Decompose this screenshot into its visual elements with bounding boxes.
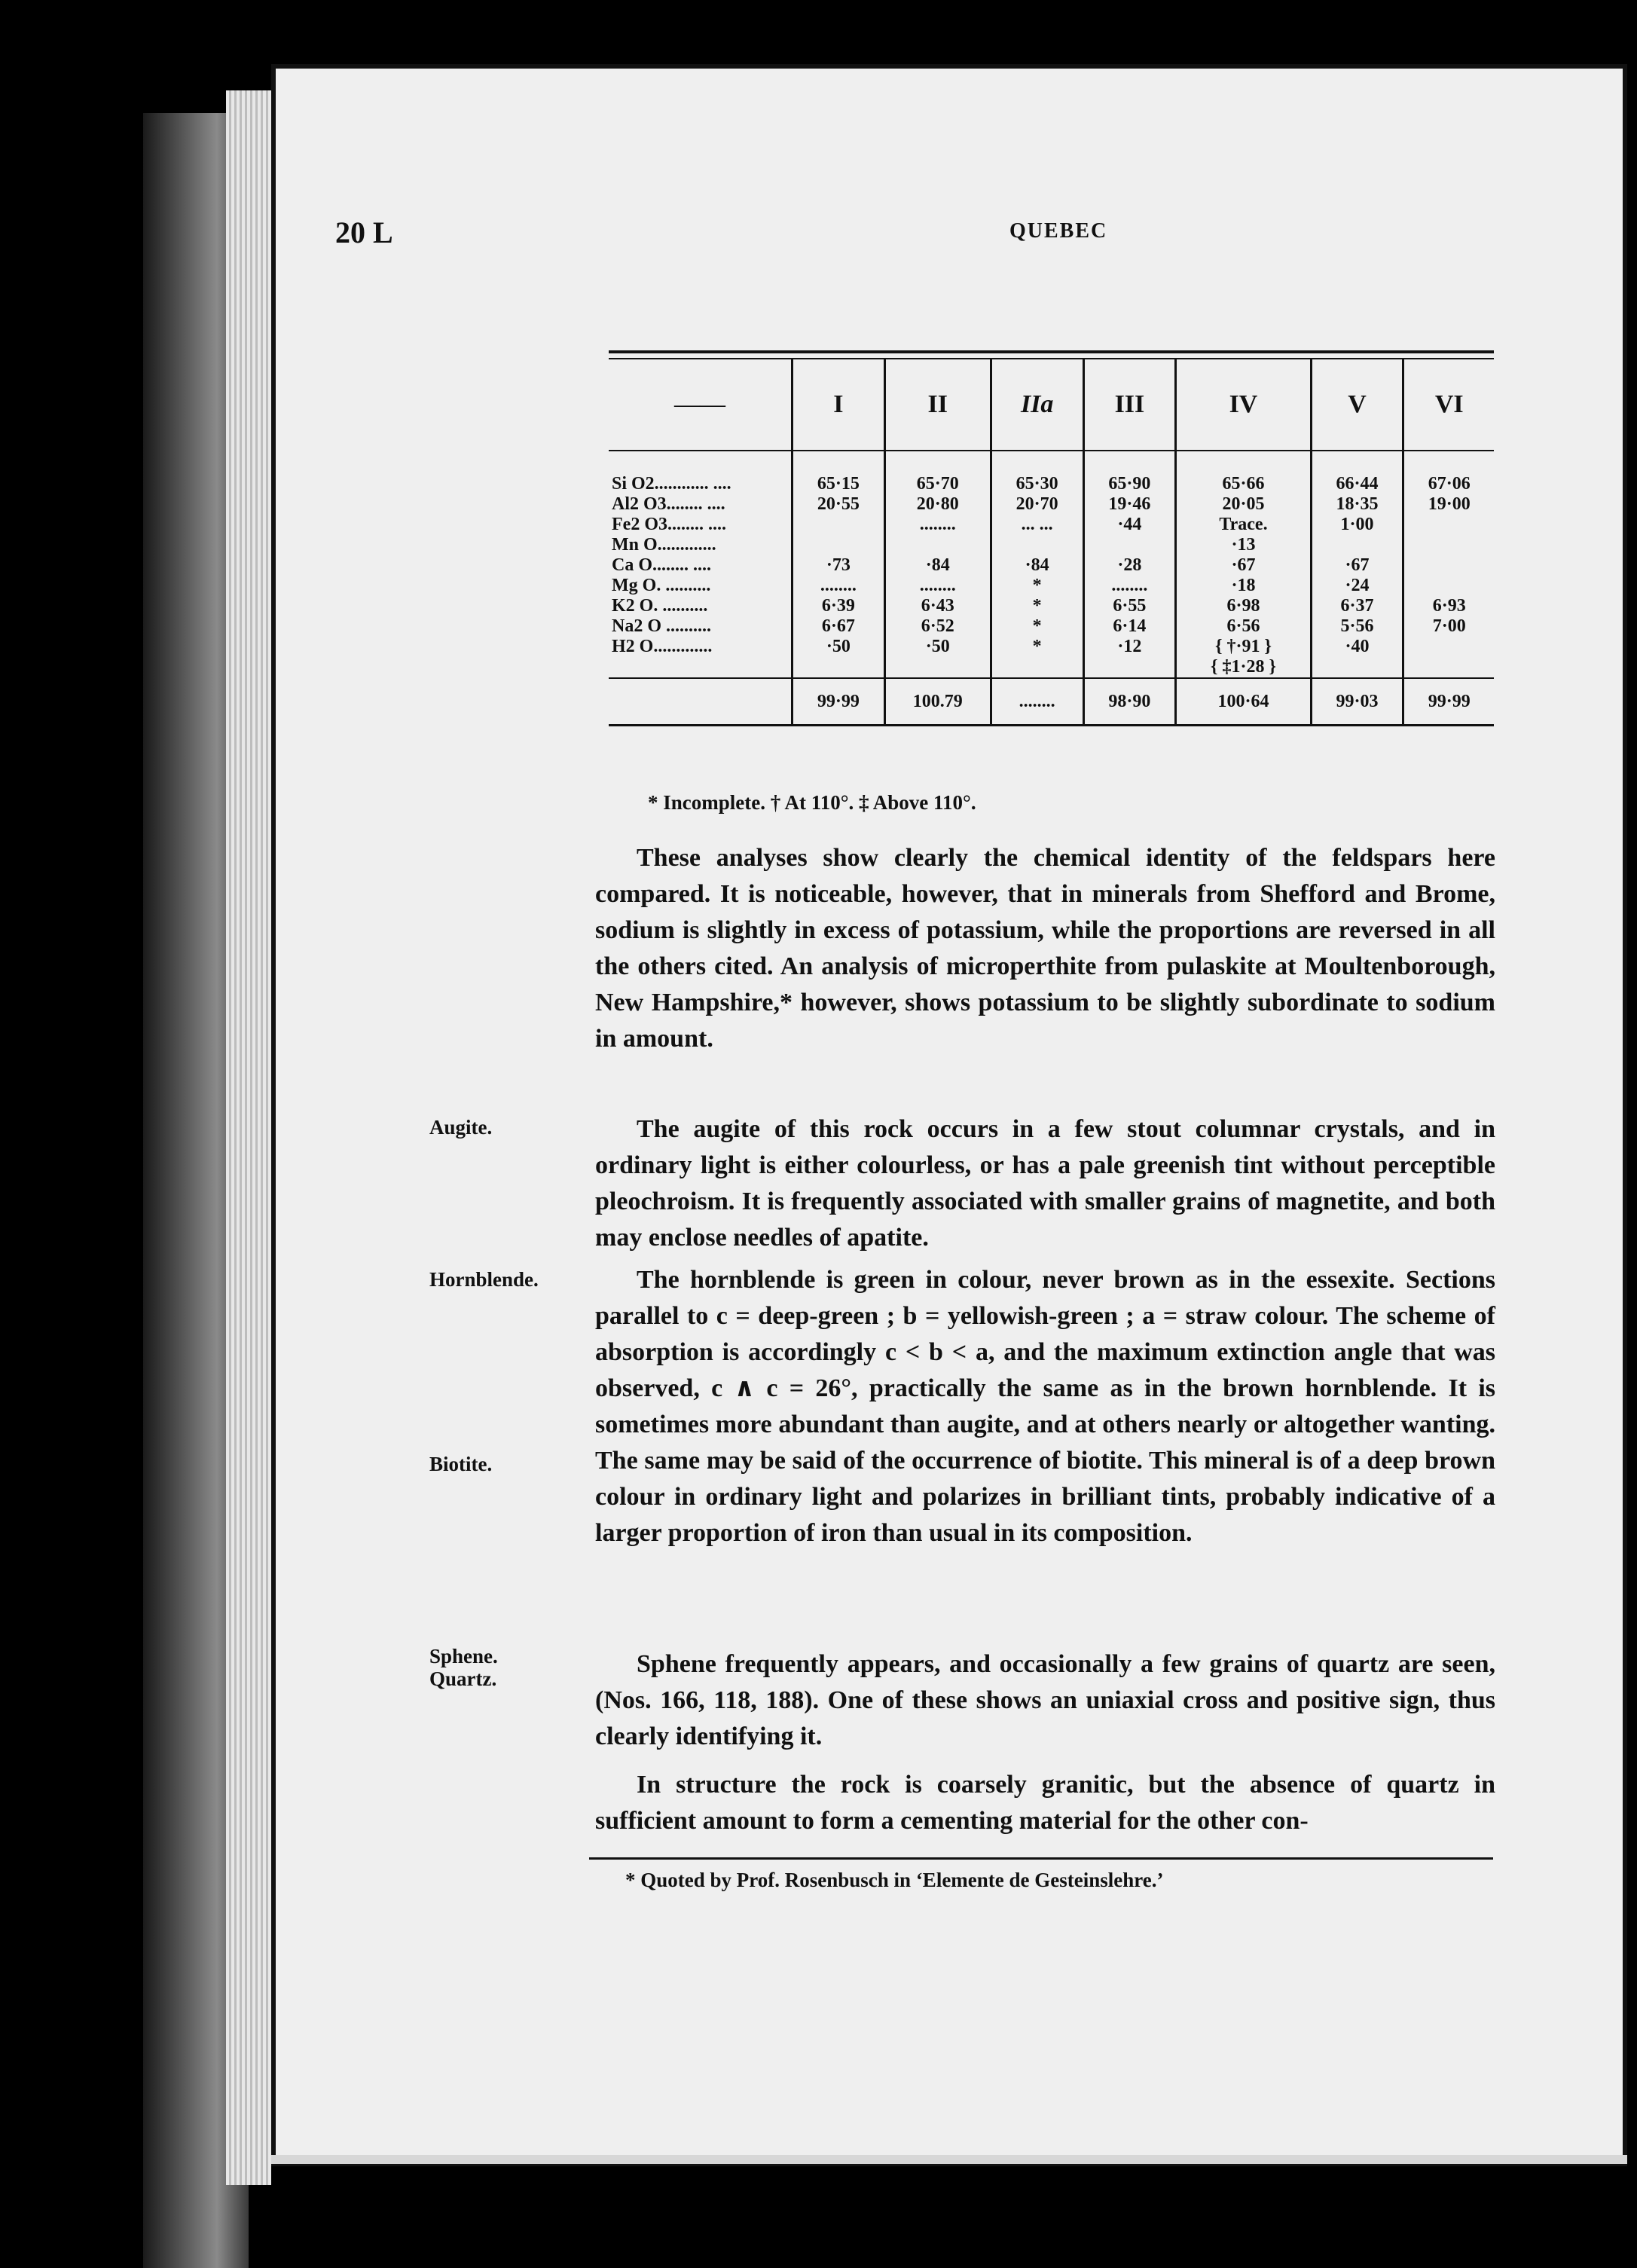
table-cell: ·67 [1176, 555, 1311, 576]
table-cell: 7·00 [1403, 616, 1494, 637]
table-cell: 20·70 [991, 494, 1083, 515]
total-cell: 99·99 [1403, 678, 1494, 726]
column-header: V [1311, 359, 1403, 451]
column-header: III [1083, 359, 1176, 451]
table-row [609, 535, 1494, 555]
table-cell [1083, 657, 1176, 678]
table-cell: 65·90 [1083, 451, 1176, 494]
table-cell: 6·39 [793, 596, 885, 616]
side-note-quartz: Quartz. [429, 1667, 497, 1690]
row-label: Fe2 O3........ .... [612, 515, 726, 534]
paragraph: These analyses show clearly the chemical identity of the feldspars here compared. It is noticeable, however, that in minerals from Shefford and Brome, sodium is slightly in excess of potassium, while the proportions are reversed in all the others cited. An analysis of microperthite from pulaskite at Moultenborough, New Hampshire,* however, shows potassium to be slightly subordinate to sodium in amount. [595, 844, 1495, 1053]
table-cell [1403, 576, 1494, 596]
table-cell: ........ [1083, 576, 1176, 596]
table-cell [1403, 535, 1494, 555]
table-cell: 20·80 [884, 494, 991, 515]
table-cell: * [991, 616, 1083, 637]
analysis-table [609, 359, 1494, 726]
table-cell: 20·55 [793, 494, 885, 515]
footnote-rule [589, 1857, 1493, 1860]
row-label: Mg O. .......... [612, 576, 711, 595]
table-totals-row [609, 678, 1494, 726]
table-cell: 6·43 [884, 596, 991, 616]
row-label: Na2 O .......... [612, 616, 711, 636]
paragraph-structure [595, 1767, 1495, 1839]
table-row [609, 451, 1494, 494]
total-cell: 98·90 [1083, 678, 1176, 726]
table-body [609, 451, 1494, 678]
table-cell: 6·98 [1176, 596, 1311, 616]
row-label: Al2 O3........ .... [612, 494, 725, 514]
table-cell: 18·35 [1311, 494, 1403, 515]
table-cell: 66·44 [1311, 451, 1403, 494]
table-cell: * [991, 576, 1083, 596]
paragraph: In structure the rock is coarsely granitic, but the absence of quartz in sufficient amount to form a cementing material for the other con- [595, 1771, 1495, 1835]
table-cell [1403, 515, 1494, 535]
table-cell [991, 657, 1083, 678]
table-row [609, 596, 1494, 616]
table-cell: ·50 [793, 637, 885, 657]
page-bottom-edge [271, 2155, 1627, 2164]
paragraph: Sphene frequently appears, and occasionally a few grains of quartz are seen, (Nos. 166, 118, 188). One of these shows an uniaxial cross and positive sign, thus clearly identifying it. [595, 1650, 1495, 1750]
table-cell [1403, 555, 1494, 576]
table-row [609, 576, 1494, 596]
table-cell: { ‡1·28 } [1176, 657, 1311, 678]
column-header: VI [1403, 359, 1494, 451]
column-header: IIa [991, 359, 1083, 451]
total-cell: 100·64 [1176, 678, 1311, 726]
table-row [609, 616, 1494, 637]
paragraph-hornblende [595, 1262, 1495, 1551]
table-cell [1311, 657, 1403, 678]
book-page-edges [226, 90, 271, 2185]
total-cell: 99·03 [1311, 678, 1403, 726]
table-cell: ·18 [1176, 576, 1311, 596]
running-title: QUEBEC [1009, 219, 1108, 243]
table-cell: ·28 [1083, 555, 1176, 576]
table-cell: 5·56 [1311, 616, 1403, 637]
table-cell: 6·37 [1311, 596, 1403, 616]
paragraph: The hornblende is green in colour, never brown as in the essexite. Sections parallel to c = deep-green ; b = yellowish-green ; a = straw colour. The scheme of absorption is accordingly c < b < a, and the maximum extinction angle that was observed, c ∧ c = 26°, practically the same as in the brown hornblende. It is sometimes more abundant than augite, and at others nearly or altogether wanting. The same may be said of the occurrence of biotite. This mineral is of a deep brown colour in ordinary light and polarizes in brilliant tints, probably indicative of a larger proportion of iron than usual in its composition. [595, 1266, 1495, 1547]
table-cell [991, 535, 1083, 555]
table-cell [793, 657, 885, 678]
table-cell: 19·00 [1403, 494, 1494, 515]
paragraph-augite [595, 1111, 1495, 1256]
total-cell: 100.79 [884, 678, 991, 726]
row-label: H2 O............. [612, 637, 713, 656]
table-cell: ·24 [1311, 576, 1403, 596]
table-cell: ·84 [884, 555, 991, 576]
paragraph: The augite of this rock occurs in a few stout columnar crystals, and in ordinary light is either colourless, or has a pale greenish tint without perceptible pleochroism. It is frequently associated with smaller grains of magnetite, and both may enclose needles of apatite. [595, 1115, 1495, 1252]
table-cell: * [991, 596, 1083, 616]
table-cell: ........ [884, 576, 991, 596]
table-cell: 67·06 [1403, 451, 1494, 494]
table-cell [793, 535, 885, 555]
table-cell [793, 515, 885, 535]
table-cell: ·13 [1176, 535, 1311, 555]
table-cell: ... ... [991, 515, 1083, 535]
totals-label [609, 678, 793, 726]
column-header: I [793, 359, 885, 451]
row-label: Mn O............. [612, 535, 716, 555]
table-cell: ·67 [1311, 555, 1403, 576]
table-cell: 1·00 [1311, 515, 1403, 535]
table-row [609, 657, 1494, 678]
side-note-augite: Augite. [429, 1116, 493, 1139]
page-footnote: * Quoted by Prof. Rosenbusch in ‘Elemente de Gesteinslehre.’ [625, 1869, 1164, 1891]
column-header: II [884, 359, 991, 451]
table-cell: 6·52 [884, 616, 991, 637]
table-cell: ·50 [884, 637, 991, 657]
table-cell: * [991, 637, 1083, 657]
table-cell: { †·91 } [1176, 637, 1311, 657]
side-note-sphene: Sphene. [429, 1645, 498, 1667]
side-note-hornblende: Hornblende. [429, 1268, 539, 1291]
row-label [609, 657, 793, 678]
page-header [0, 215, 1637, 260]
table-row [609, 637, 1494, 657]
table-cell [1311, 535, 1403, 555]
table-cell [884, 657, 991, 678]
table-cell: ·84 [991, 555, 1083, 576]
table-cell: 65·66 [1176, 451, 1311, 494]
table-cell: 65·15 [793, 451, 885, 494]
paragraph-analyses [595, 840, 1495, 1057]
row-label: Ca O........ .... [612, 555, 711, 575]
table-cell [1403, 637, 1494, 657]
table-top-rule [609, 350, 1494, 359]
row-label: K2 O. .......... [612, 596, 708, 616]
table-cell: ·40 [1311, 637, 1403, 657]
table-cell: ........ [884, 515, 991, 535]
side-note-biotite: Biotite. [429, 1453, 493, 1475]
table-header-row [609, 359, 1494, 451]
table-footnote: * Incomplete. † At 110°. ‡ Above 110°. [648, 791, 976, 814]
table-cell [884, 535, 991, 555]
table-cell: 19·46 [1083, 494, 1176, 515]
column-header: IV [1176, 359, 1311, 451]
table-cell: ·73 [793, 555, 885, 576]
table-cell: Trace. [1176, 515, 1311, 535]
table-cell: 6·93 [1403, 596, 1494, 616]
total-cell: 99·99 [793, 678, 885, 726]
table-row [609, 555, 1494, 576]
table-row [609, 494, 1494, 515]
table-row [609, 515, 1494, 535]
table-cell [1083, 535, 1176, 555]
table-cell: 6·55 [1083, 596, 1176, 616]
table-cell: 65·70 [884, 451, 991, 494]
table-cell [1403, 657, 1494, 678]
row-label: Si O2............ .... [612, 474, 731, 494]
total-cell: ........ [991, 678, 1083, 726]
table-cell: 65·30 [991, 451, 1083, 494]
paragraph-sphene [595, 1646, 1495, 1755]
table-cell: ........ [793, 576, 885, 596]
table-corner: —— [609, 359, 793, 451]
table-cell: 20·05 [1176, 494, 1311, 515]
table-cell: 6·67 [793, 616, 885, 637]
table-cell: 6·56 [1176, 616, 1311, 637]
table-cell: 6·14 [1083, 616, 1176, 637]
table-cell: ·44 [1083, 515, 1176, 535]
page-number: 20 L [335, 215, 393, 249]
analysis-table-block [609, 350, 1494, 726]
table-cell: ·12 [1083, 637, 1176, 657]
